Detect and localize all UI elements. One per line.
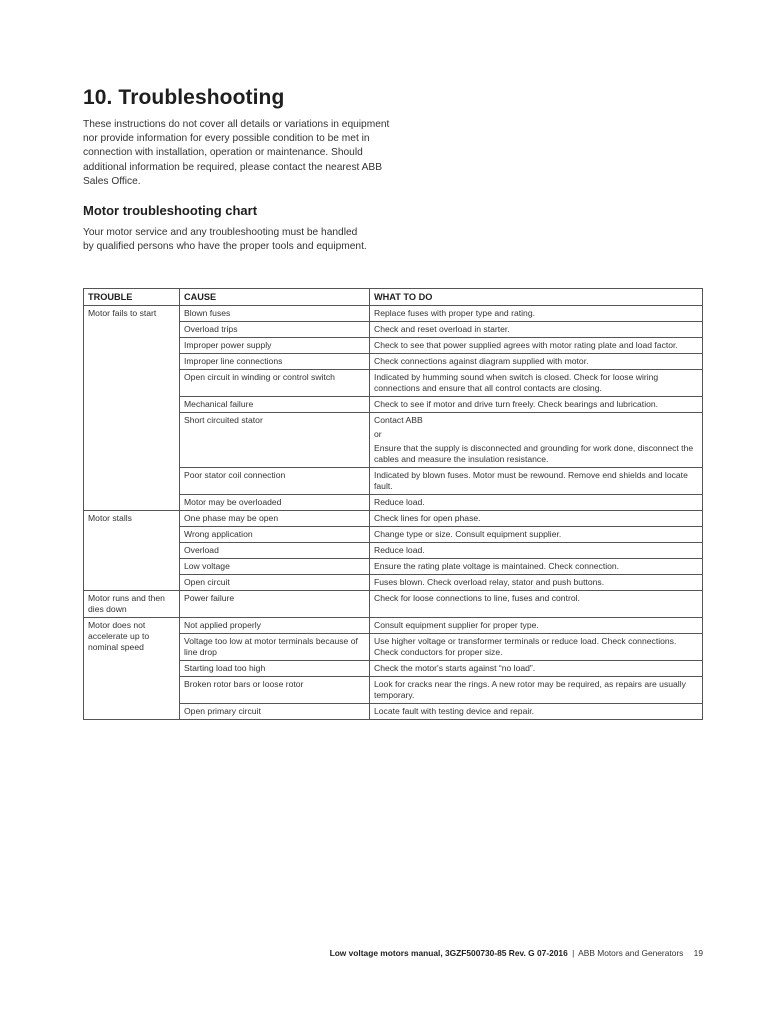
action-cell: Check for loose connections to line, fuses and control. (370, 591, 703, 618)
action-cell: Consult equipment supplier for proper type. (370, 618, 703, 634)
action-cell: Reduce load. (370, 495, 703, 511)
action-cell: Change type or size. Consult equipment supplier. (370, 527, 703, 543)
action-cell: Look for cracks near the rings. A new rotor may be required, as repairs are usually temporary. (370, 677, 703, 704)
trouble-cell: Motor runs and then dies down (84, 591, 180, 618)
action-cell: Check and reset overload in starter. (370, 322, 703, 338)
cause-cell: Low voltage (180, 559, 370, 575)
cause-cell: Broken rotor bars or loose rotor (180, 677, 370, 704)
action-cell: Fuses blown. Check overload relay, stator and push buttons. (370, 575, 703, 591)
cause-cell: Power failure (180, 591, 370, 618)
cause-cell: Blown fuses (180, 306, 370, 322)
table-row (84, 306, 703, 322)
table-row (84, 591, 703, 618)
or-text: or (374, 429, 382, 439)
cause-cell: Open circuit in winding or control switch (180, 370, 370, 397)
action-cell (370, 413, 703, 468)
table-header-row (84, 289, 703, 306)
cause-cell: Open circuit (180, 575, 370, 591)
footer-company: ABB Motors and Generators (578, 948, 684, 958)
cause-cell: Not applied properly (180, 618, 370, 634)
header-trouble: TROUBLE (84, 289, 180, 306)
cause-cell: Motor may be overloaded (180, 495, 370, 511)
action-cell: Ensure the rating plate voltage is maintained. Check connection. (370, 559, 703, 575)
action-cell: Check to see that power supplied agrees with motor rating plate and load factor. (370, 338, 703, 354)
intro-paragraph: These instructions do not cover all details or variations in equipment nor provide information for every possible condition to be met in connection with installation, operation or maintenance. Should additional information be required, please contact the nearest ABB Sales Office. (83, 119, 390, 187)
cause-cell: Poor stator coil connection (180, 468, 370, 495)
page-number: 19 (693, 948, 703, 958)
action-cell: Use higher voltage or transformer terminals or reduce load. Check connections. Check conductors for proper size. (370, 634, 703, 661)
action-cell: Indicated by blown fuses. Motor must be rewound. Remove end shields and locate fault. (370, 468, 703, 495)
header-what-to-do: WHAT TO DO (370, 289, 703, 306)
cause-cell: Voltage too low at motor terminals because of line drop (180, 634, 370, 661)
cause-cell: One phase may be open (180, 511, 370, 527)
page-footer (0, 948, 703, 958)
section-title: Motor troubleshooting chart (83, 203, 258, 218)
table-row (84, 618, 703, 634)
trouble-cell: Motor fails to start (84, 306, 180, 511)
cause-cell: Improper power supply (180, 338, 370, 354)
troubleshooting-table (83, 288, 703, 720)
cause-cell: Starting load too high (180, 661, 370, 677)
action-cell: Check connections against diagram supplied with motor. (370, 354, 703, 370)
action-text: Contact ABB (374, 415, 423, 425)
trouble-cell: Motor does not accelerate up to nominal speed (84, 618, 180, 720)
action-cell: Locate fault with testing device and repair. (370, 704, 703, 720)
action-cell: Check to see if motor and drive turn freely. Check bearings and lubrication. (370, 397, 703, 413)
cause-cell: Wrong application (180, 527, 370, 543)
action-cell: Indicated by humming sound when switch is closed. Check for loose wiring connections and ensure that all control contacts are closing. (370, 370, 703, 397)
cause-cell: Overload trips (180, 322, 370, 338)
footer-separator: | (572, 948, 575, 958)
header-cause: CAUSE (180, 289, 370, 306)
trouble-cell: Motor stalls (84, 511, 180, 591)
section-intro: Your motor service and any troubleshooting must be handled by qualified persons who have the proper tools and equipment. (83, 227, 367, 253)
action-cell: Check the motor's starts against “no load”. (370, 661, 703, 677)
footer-manual-title: Low voltage motors manual, 3GZF500730-85 Rev. G 07-2016 (329, 948, 568, 958)
cause-cell: Improper line connections (180, 354, 370, 370)
cause-cell: Short circuited stator (180, 413, 370, 468)
page-title: 10. Troubleshooting (83, 86, 285, 109)
action-cell: Reduce load. (370, 543, 703, 559)
cause-cell: Open primary circuit (180, 704, 370, 720)
cause-cell: Overload (180, 543, 370, 559)
table-row (84, 511, 703, 527)
cause-cell: Mechanical failure (180, 397, 370, 413)
action-cell: Replace fuses with proper type and rating. (370, 306, 703, 322)
action-alt-text: Ensure that the supply is disconnected and grounding for work done, disconnect the cables and measure the insulation resistance. (374, 443, 694, 464)
action-cell: Check lines for open phase. (370, 511, 703, 527)
